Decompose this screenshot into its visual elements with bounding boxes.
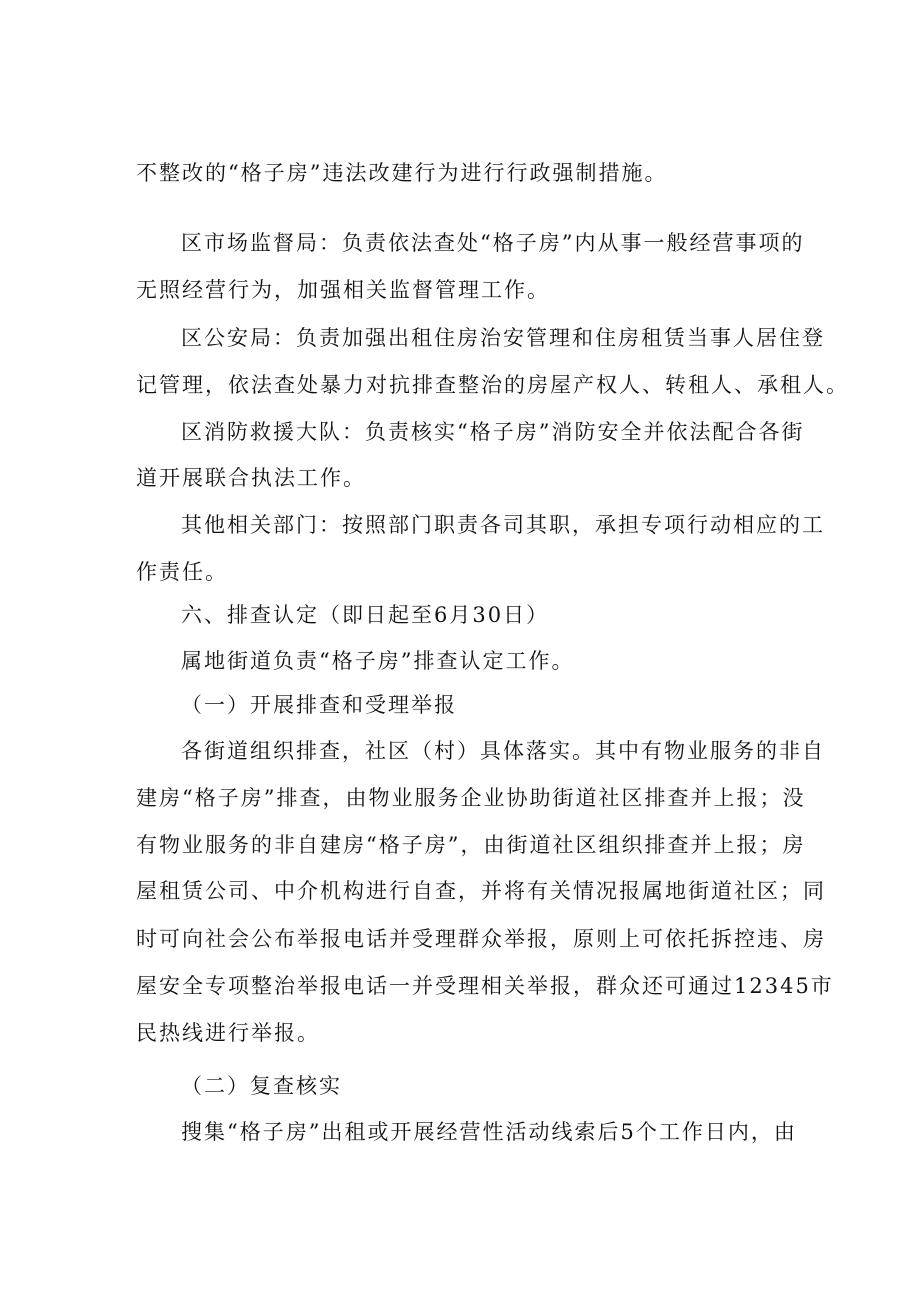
text-line: 区市场监督局：负责依法查处“格子房”内从事一般经营事项的 [181,231,805,255]
text-line: 建房“格子房”排查，由物业服务企业协助街道社区排查并上报；没 [136,786,806,810]
text-line: 区公安局：负责加强出租住房治安管理和住房租赁当事人居住登 [181,326,825,350]
text-line: 作责任。 [136,560,228,584]
text-line: 各街道组织排查，社区（村）具体落实。其中有物业服务的非自 [181,739,825,763]
text-line: 道开展联合执法工作。 [136,466,366,490]
text-line: 搜集“格子房”出租或开展经营性活动线索后5个工作日内，由 [181,1120,797,1144]
text-line: 民热线进行举报。 [136,1021,320,1045]
text-line: 不整改的“格子房”违法改建行为进行行政强制措施。 [136,161,668,185]
text-line: 有物业服务的非自建房“格子房”，由街道社区组织排查并上报；房 [136,833,806,857]
text-line: 屋安全专项整治举报电话一并受理相关举报，群众还可通过12345市 [136,974,834,998]
section-heading: 六、排查认定（即日起至6月30日） [181,603,550,627]
text-line: 记管理，依法查处暴力对抗排查整治的房屋产权人、转租人、承租人。 [136,373,849,397]
text-line: 区消防救援大队：负责核实“格子房”消防安全并依法配合各街 [181,420,805,444]
subsection-heading: （一）开展排查和受理举报 [181,693,457,717]
text-line: 无照经营行为，加强相关监督管理工作。 [136,278,550,302]
text-line: 其他相关部门：按照部门职责各司其职，承担专项行动相应的工 [181,513,825,537]
text-line: 屋租赁公司、中介机构进行自查，并将有关情况报属地街道社区；同 [136,879,826,903]
text-line: 时可向社会公布举报电话并受理群众举报，原则上可依托拆控违、房 [136,927,826,951]
text-line: 属地街道负责“格子房”排查认定工作。 [181,649,575,673]
subsection-heading: （二）复查核实 [181,1074,342,1098]
